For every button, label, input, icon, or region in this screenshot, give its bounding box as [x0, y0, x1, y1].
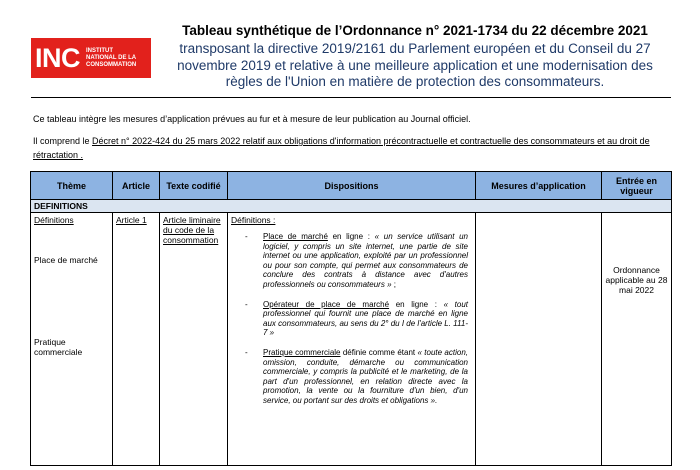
document-title: Tableau synthétique de l’Ordonnance n° 2021-1734 du 22 décembre 2021 — [182, 23, 648, 38]
logo-line-1: INSTITUT — [86, 47, 113, 54]
term-place-de-marche: Place de marché — [263, 232, 328, 241]
logo-text — [86, 48, 136, 69]
term-connector: en ligne : — [327, 232, 375, 241]
header-code: Texte codifié — [160, 172, 228, 200]
dispositions-cell — [228, 213, 476, 466]
definition-text: « un service utilisant un logiciel, y compris un site internet, une partie de site internet ou une application, exploité par un professionnel ou pour son compte, qui permet aux consommateurs de conclure des contrats à distance avec d'autres professionnels ou consommateurs » — [263, 232, 469, 289]
article-link[interactable]: Article 1 — [116, 215, 147, 225]
decree-link[interactable]: Décret n° 2022-424 du 25 mars 2022 relatif aux obligations d'information précontractuelle et contractuelle des consommateurs et au droit de rétractation — [33, 136, 650, 160]
entry-text: Ordonnance applicable au 28 mai 2022 — [605, 265, 668, 295]
code-link[interactable]: Article liminaire du code de la consommation — [163, 215, 221, 245]
theme-place-de-marche: Place de marché — [34, 255, 98, 265]
mesures-cell — [476, 213, 602, 466]
intro-paragraph-2 — [33, 134, 673, 162]
logo-line-3: CONSOMMATION — [86, 61, 137, 68]
document-header — [160, 22, 670, 91]
table-row — [31, 213, 672, 466]
header-theme: Thème — [31, 172, 113, 200]
definition-end: ; — [391, 279, 396, 289]
term-connector: définie comme étant — [340, 347, 418, 357]
term-connector: en ligne : — [389, 299, 444, 309]
header-entry: Entrée en vigueur — [602, 172, 672, 200]
intro-prefix: Il comprend le — [33, 136, 93, 146]
header-article: Article — [113, 172, 160, 200]
intro-paragraph-1: Ce tableau intègre les mesures d’application prévues au fur et à mesure de leur publication au Journal officiel. — [33, 114, 471, 124]
synthesis-table — [30, 171, 672, 466]
section-title: DEFINITIONS — [31, 200, 672, 213]
definition-text: « tout professionnel qui fournit une place de marché en ligne aux consommateurs, au sens du 2° du I de l'article L. 111-7 » — [263, 299, 469, 338]
article-cell — [113, 213, 160, 466]
theme-definitions-link[interactable]: Définitions — [34, 215, 74, 225]
term-operateur: Opérateur de place de marché — [263, 299, 390, 309]
list-item — [231, 232, 472, 290]
theme-pratique-commerciale: Pratique commerciale — [34, 337, 83, 357]
header-mesures: Mesures d’application — [476, 172, 602, 200]
term-pratique-commerciale: Pratique commerciale — [263, 347, 341, 357]
document-subtitle: transposant la directive 2019/2161 du Parlement européen et du Conseil du 27 novembre 2019 et relative à une meilleure application et une modernisation des règles de l'Union en matière de protection des consommateurs. — [177, 41, 653, 89]
list-item — [231, 300, 472, 338]
header-dispositions: Dispositions — [228, 172, 476, 200]
dispositions-list — [231, 232, 472, 406]
theme-cell — [31, 213, 113, 466]
entry-cell — [602, 213, 672, 466]
list-item — [231, 348, 472, 406]
logo-mark: INC — [35, 42, 80, 73]
inc-logo — [31, 38, 151, 78]
header-divider — [31, 97, 671, 98]
intro-suffix: . — [78, 150, 84, 160]
dispositions-heading: Définitions : — [231, 215, 276, 225]
table-header-row — [31, 172, 672, 200]
logo-line-2: NATIONAL DE LA — [86, 54, 137, 61]
definition-text: « toute action, omission, conduite, démarche ou communication commerciale, y compris la publicité et le marketing, de la part d'un professionnel, en relation directe avec la promotion, la vente ou la fourniture d'un bien, d'un service, ou portant sur des droits et obligations ». — [263, 347, 468, 405]
code-cell — [160, 213, 228, 466]
section-row — [31, 200, 672, 213]
